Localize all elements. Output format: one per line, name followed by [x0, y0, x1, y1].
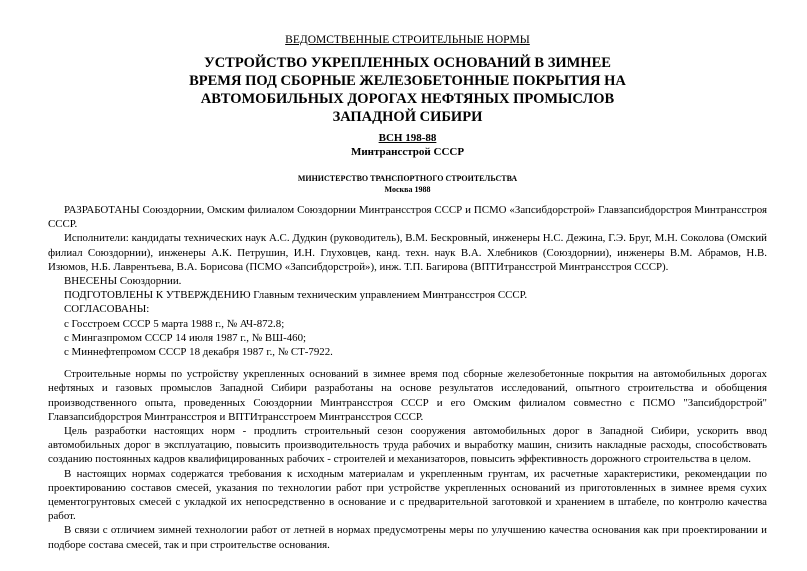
- title-line: АВТОМОБИЛЬНЫХ ДОРОГАХ НЕФТЯНЫХ ПРОМЫСЛОВ: [200, 91, 615, 107]
- title-line: УСТРОЙСТВО УКРЕПЛЕННЫХ ОСНОВАНИЙ В ЗИМНЕЕ: [204, 55, 611, 71]
- body-paragraph: В настоящих нормах содержатся требования к исходным материалам и укрепленным грунтам, их расчетные характеристики, рекомендации по проектированию составов смесей, указания по технологии работ при устройстве укрепленных оснований из приготовленных в зимнее время сухих цементогрунтовых смесей с укладкой их непосредственно в основание и с предварительной заготовкой и хранением в штабеле, по контролю качества работ.: [48, 467, 767, 523]
- publication-city-year: Москва 1988: [384, 185, 431, 194]
- body-paragraph: В связи с отличием зимней технологии работ от летней в нормах предусмотрены меры по улучшению качества основания как при проектировании и подборе состава смесей, так и при строительстве основания.: [48, 524, 767, 551]
- document-organization: Минтрансстрой СССР: [350, 146, 465, 158]
- credits-submitted: ВНЕСЕНЫ Союздорнии.: [64, 275, 182, 288]
- credits-agreed-item: с Мингазпромом СССР 14 июля 1987 г., № ВШ-460;: [64, 331, 307, 344]
- body-paragraph: Цель разработки настоящих норм - продлить строительный сезон сооружения автомобильных дорог в Западной Сибири, ускорить ввод автомобильных дорог в эксплуатацию, повысить производительность труда рабочих и выработку машин, снизить накладные расходы, способствовать созданию постоянных кадров квалифицированных рабочих - строителей и механизаторов, повысить эффективность дорожного строительства в целом.: [48, 425, 767, 466]
- document-title: [48, 54, 767, 126]
- title-line: ВРЕМЯ ПОД СБОРНЫЕ ЖЕЛЕЗОБЕТОННЫЕ ПОКРЫТИЯ НА: [189, 73, 626, 89]
- credits-performers: Исполнители: кандидаты технических наук А.С. Дудкин (руководитель), В.М. Бескровный, инженеры Н.С. Дежина, Г.Э. Бруг, М.Н. Соколова (Омский филиал Союздорнии), инженеры А.К. Петрушин, И.Н. Глуховцев, канд. техн. наук В.А. Хлебников (Союздорнии), инженеры В.М. Абрамов, Н.В. Изюмов, Н.Б. Лаврентьева, В.А. Борисова (ПСМО «Запсибдорстрой»), инж. Т.П. Багирова (ВПТИтрансстрой Минтрансстроя СССР).: [48, 232, 767, 273]
- credits-agreed-item: с Госстроем СССР 5 марта 1988 г., № АЧ-872.8;: [64, 317, 285, 330]
- document-series: ВЕДОМСТВЕННЫЕ СТРОИТЕЛЬНЫЕ НОРМЫ: [285, 34, 530, 46]
- publisher-ministry: МИНИСТЕРСТВО ТРАНСПОРТНОГО СТРОИТЕЛЬСТВА: [297, 174, 518, 183]
- credits-prepared: ПОДГОТОВЛЕНЫ К УТВЕРЖДЕНИЮ Главным техническим управлением Минтрансстроя СССР.: [64, 289, 528, 302]
- title-line: ЗАПАДНОЙ СИБИРИ: [332, 109, 483, 125]
- section-spacer: [48, 359, 767, 367]
- document-code: ВСН 198-88: [378, 132, 437, 144]
- body-paragraph: Строительные нормы по устройству укрепленных оснований в зимнее время под сборные железобетонные покрытия на автомобильных дорогах нефтяных и газовых промыслов Западной Сибири разработаны на основе результатов исследований, опытного строительства и обобщения производственного опыта, проведенных Союздорнии Минтрансстроя СССР и его Омским филиалом совместно с ПСМО "Запсибдорстрой" Главзапсибдорстроя Минтрансстроя и ВПТИтрансстроем Минтрансстроя СССР.: [48, 368, 767, 423]
- credits-developed: РАЗРАБОТАНЫ Союздорнии, Омским филиалом Союздорнии Минтрансстроя СССР и ПСМО «Запсибдорстрой» Главзапсибдорстроя Минтрансстроя СССР.: [48, 204, 767, 231]
- document-body: [48, 203, 767, 552]
- credits-agreed-label: СОГЛАСОВАНЫ:: [64, 303, 150, 316]
- credits-agreed-item: с Миннефтепромом СССР 18 декабря 1987 г., № СТ-7922.: [64, 346, 333, 359]
